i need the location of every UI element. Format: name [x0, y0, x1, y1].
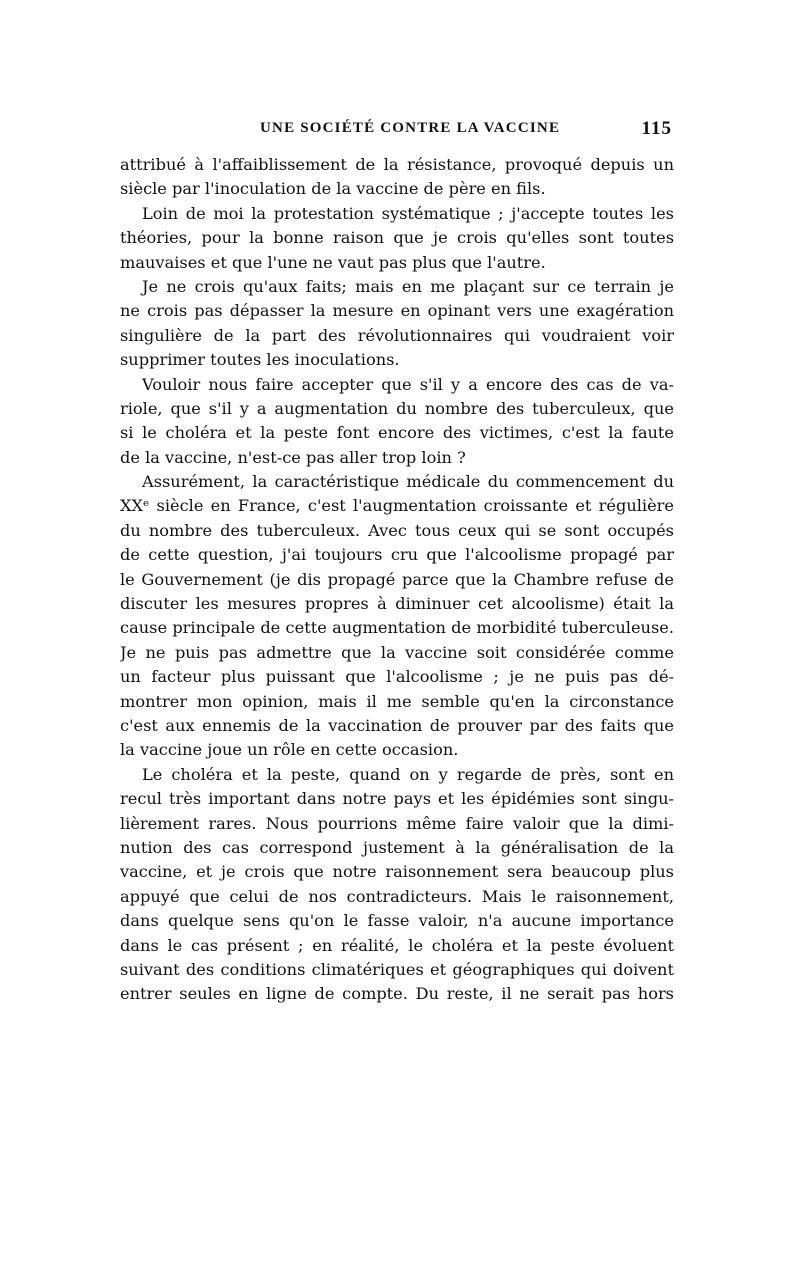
text-line: suivant des conditions climatériques et géographiques qui doivent	[120, 959, 674, 979]
paragraph-start-line: Loin de moi la protestation systématique ; j'accepte toutes les	[142, 203, 674, 223]
text-line: nution des cas correspond justement à la généralisation de la	[120, 837, 674, 857]
running-head	[120, 118, 674, 140]
paragraph-start-line: Le choléra et la peste, quand on y regarde de près, sont en	[142, 764, 674, 784]
text-line: supprimer toutes les inoculations.	[120, 350, 400, 370]
text-line: de cette question, j'ai toujours cru que l'alcoolisme propagé par	[120, 545, 674, 565]
text-line: un facteur plus puissant que l'alcoolisme ; je ne puis pas dé-	[120, 667, 674, 687]
text-line: le Gouvernement (je dis propagé parce que la Chambre refuse de	[120, 569, 674, 589]
text-line: si le choléra et la peste font encore des victimes, c'est la faute	[120, 423, 674, 443]
paragraph-start-line: Vouloir nous faire accepter que s'il y a encore des cas de va-	[142, 374, 674, 394]
text-line: ne crois pas dépasser la mesure en opinant vers une exagération	[120, 301, 674, 321]
text-line: dans quelque sens qu'on le fasse valoir, n'a aucune importance	[120, 911, 674, 931]
text-line: discuter les mesures propres à diminuer cet alcoolisme) était la	[120, 594, 674, 614]
text-line: riole, que s'il y a augmentation du nombre des tuberculeux, que	[120, 398, 674, 418]
text-line: théories, pour la bonne raison que je crois qu'elles sont toutes	[120, 228, 674, 248]
page-number: 115	[641, 118, 672, 139]
text-line: de la vaccine, n'est-ce pas aller trop loin ?	[120, 447, 466, 467]
text-line: singulière de la part des révolutionnaires qui voudraient voir	[120, 325, 674, 345]
body-text	[120, 153, 674, 1007]
text-line: montrer mon opinion, mais il me semble qu'en la circonstance	[120, 691, 674, 711]
text-line: dans le cas présent ; en réalité, le choléra et la peste évoluent	[120, 935, 674, 955]
running-title: UNE SOCIÉTÉ CONTRE LA VACCINE	[260, 120, 561, 136]
text-line: mauvaises et que l'une ne vaut pas plus que l'autre.	[120, 252, 546, 272]
text-line: vaccine, et je crois que notre raisonnement sera beaucoup plus	[120, 862, 674, 882]
text-line: c'est aux ennemis de la vaccination de prouver par des faits que	[120, 715, 674, 735]
text-line: Je ne puis pas admettre que la vaccine soit considérée comme	[120, 642, 674, 662]
text-line: cause principale de cette augmentation de morbidité tuberculeuse.	[120, 618, 674, 638]
text-line: siècle par l'inoculation de la vaccine de père en fils.	[120, 179, 546, 199]
text-line: attribué à l'affaiblissement de la résistance, provoqué depuis un	[120, 155, 674, 174]
text-line: recul très important dans notre pays et les épidémies sont singu-	[120, 789, 674, 809]
text-line: la vaccine joue un rôle en cette occasion.	[120, 740, 459, 760]
text-line: entrer seules en ligne de compte. Du reste, il ne serait pas hors	[120, 984, 674, 1004]
text-line: du nombre des tuberculeux. Avec tous ceux qui se sont occupés	[120, 520, 674, 540]
paragraph-start-line: Assurément, la caractéristique médicale du commencement du	[142, 472, 674, 492]
text-line: lièrement rares. Nous pourrions même faire valoir que la dimi-	[120, 813, 674, 833]
text-line: XXᵉ siècle en France, c'est l'augmentation croissante et régulière	[120, 496, 674, 516]
paragraph-start-line: Je ne crois qu'aux faits; mais en me plaçant sur ce terrain je	[142, 276, 674, 296]
text-line: appuyé que celui de nos contradicteurs. Mais le raisonnement,	[120, 886, 674, 906]
